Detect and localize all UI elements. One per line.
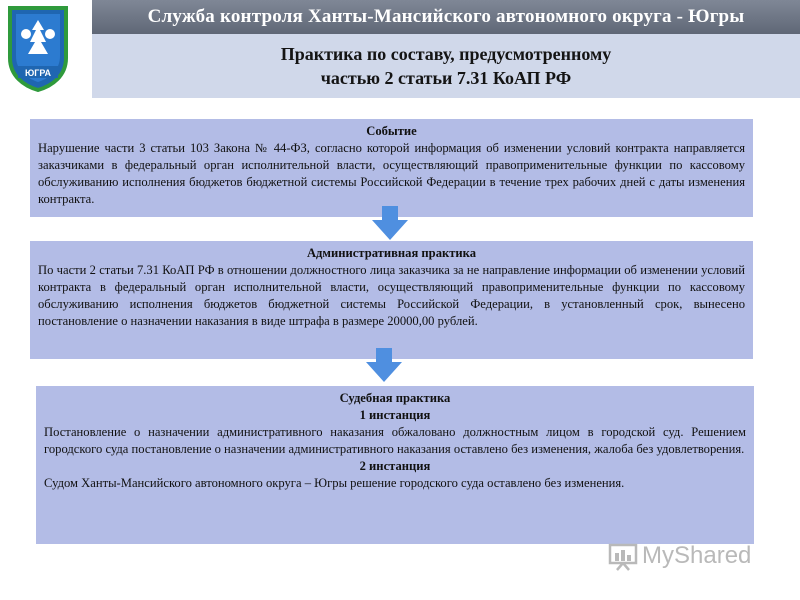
- administrative-practice-text: По части 2 статьи 7.31 КоАП РФ в отношении должностного лица заказчика за не направление информации об изменении условий контракта в федеральный орган исполнительной власти, осуществляющий правоприменительные функции по кассовому обслуживанию исполнения бюджетов бюджетной системы Российской Федерации, в установленный срок, вынесено постановление о назначении наказания в виде штрафа в размере 20000,00 рублей.: [38, 263, 745, 328]
- second-instance-text: Судом Ханты-Мансийского автономного округа – Югры решение городского суда оставлено без изменения.: [44, 476, 625, 490]
- yugra-coat-of-arms-logo: [6, 4, 70, 92]
- logo-caption: ЮГРА: [24, 68, 52, 78]
- court-practice-title: Судебная практика: [339, 391, 451, 405]
- arrow-down-icon: [372, 206, 408, 240]
- slide-title-line-2: частью 2 статьи 7.31 КоАП РФ: [320, 68, 572, 88]
- administrative-practice-title: Административная практика: [306, 246, 477, 260]
- event-block: [30, 119, 753, 217]
- slide-title-bar: [92, 34, 800, 98]
- event-text: Нарушение части 3 статьи 103 Закона № 44-ФЗ, согласно которой информация об изменении условий контракта направляется заказчиками в федеральный орган исполнительной власти, осуществляющий правоприменительные функции по кассовому обслуживанию исполнения бюджетов бюджетной системы Российской Федерации в течение трех рабочих дней с даты изменения контракта.: [38, 141, 745, 206]
- organization-title-bar: [92, 0, 800, 34]
- administrative-practice-block: [30, 241, 753, 359]
- court-practice-block: [36, 386, 754, 544]
- event-title: Событие: [366, 124, 417, 138]
- slide-title-line-1: Практика по составу, предусмотренному: [280, 44, 612, 64]
- watermark-text: MyShared: [642, 542, 752, 569]
- second-instance-title: 2 инстанция: [359, 459, 431, 473]
- first-instance-title: 1 инстанция: [359, 408, 431, 422]
- myshared-watermark: [608, 538, 768, 574]
- first-instance-text: Постановление о назначении административного наказания обжаловано должностным лицом в городской суд. Решением городского суда постановление о назначении административного наказания оставлено без изменения, жалоба без удовлетворения.: [44, 425, 746, 456]
- arrow-down-icon: [366, 348, 402, 382]
- presentation-board-icon: [608, 541, 638, 571]
- organization-title: Служба контроля Ханты-Мансийского автономного округа - Югры: [147, 6, 745, 27]
